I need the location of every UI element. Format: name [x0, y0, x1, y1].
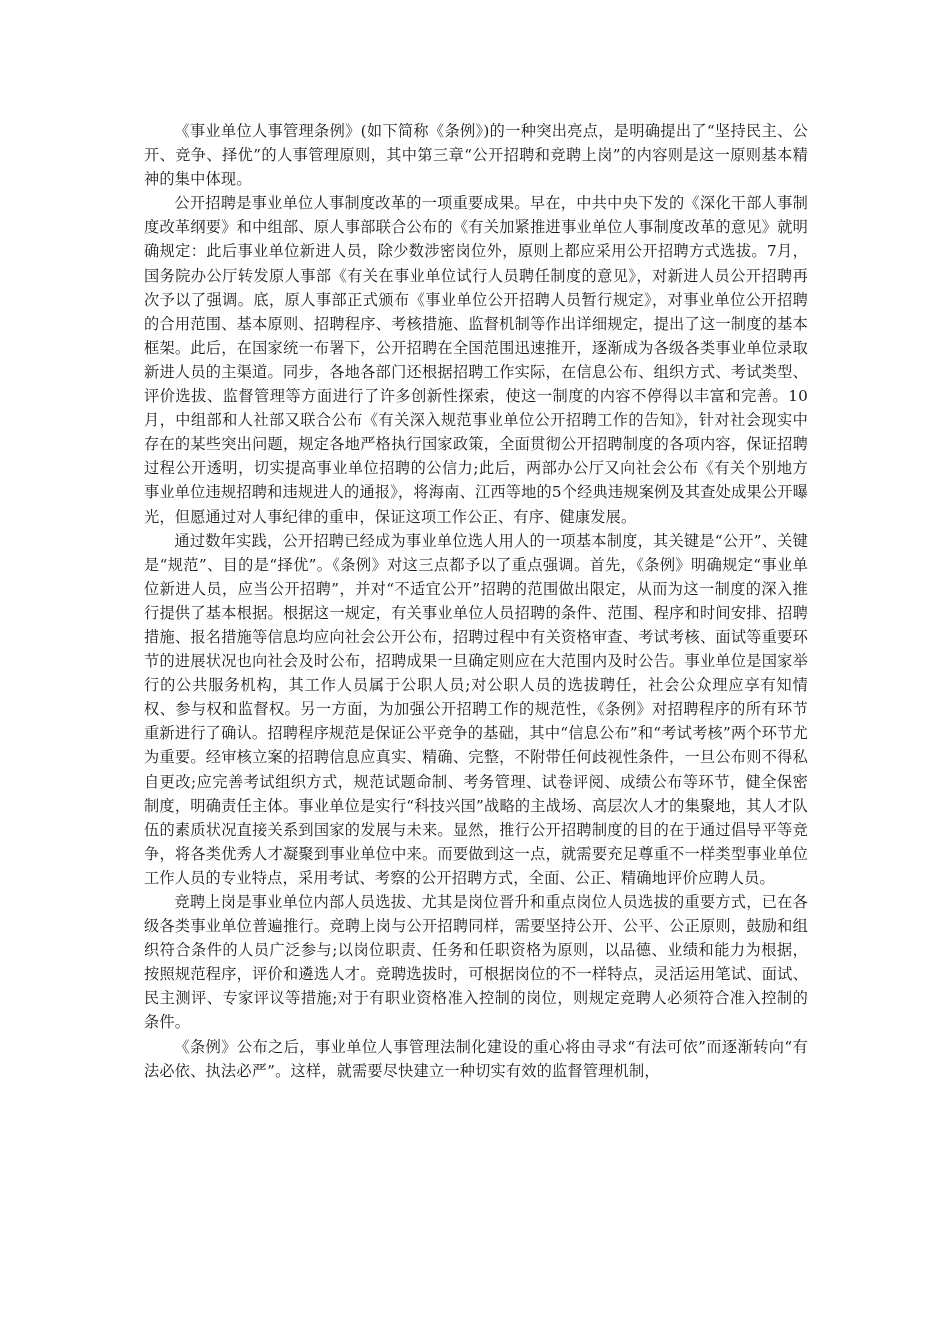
paragraph-competitive-promotion: 竞聘上岗是事业单位内部人员选拔、尤其是岗位晋升和重点岗位人员选拔的重要方式，已在各级各类事业单位普遍推行。竞聘上岗与公开招聘同样，需要坚持公开、公平、公正原则，鼓励和组织符合条件的人员广泛参与;以岗位职责、任务和任职资格为原则，以品德、业绩和能力为根据，按照规范程序，评价和遴选人才。竞聘选拔时，可根据岗位的不一样特点，灵活运用笔试、面试、民主测评、专家评议等措施;对于有职业资格准入控制的岗位，则规定竞聘人必须符合准入控制的条件。 [144, 893, 808, 1032]
document-body [144, 119, 808, 1083]
paragraph-open-recruitment-history: 公开招聘是事业单位人事制度改革的一项重要成果。早在，中共中央下发的《深化干部人事制度改革纲要》和中组部、原人事部联合公布的《有关加紧推进事业单位人事制度改革的意见》就明确规定：此后事业单位新进人员，除少数涉密岗位外，原则上都应采用公开招聘方式选拔。7月，国务院办公厅转发原人事部《有关在事业单位试行人员聘任制度的意见》，对新进人员公开招聘再次予以了强调。底，原人事部正式颁布《事业单位公开招聘人员暂行规定》，对事业单位公开招聘的合用范围、基本原则、招聘程序、考核措施、监督机制等作出详细规定，提出了这一制度的基本框架。此后，在国家统一布署下，公开招聘在全国范围迅速推开，逐渐成为各级各类事业单位录取新进人员的主渠道。同步，各地各部门还根据招聘工作实际，在信息公布、组织方式、考试类型、评价选拔、监督管理等方面进行了许多创新性探索，使这一制度的内容不停得以丰富和完善。10月，中组部和人社部又联合公布《有关深入规范事业单位公开招聘工作的告知》，针对社会现实中存在的某些突出问题，规定各地严格执行国家政策，全面贯彻公开招聘制度的各项内容，保证招聘过程公开透明，切实提高事业单位招聘的公信力;此后，两部办公厅又向社会公布《有关个别地方事业单位违规招聘和违规进人的通报》，将海南、江西等地的5个经典违规案例及其查处成果公开曝光，但愿通过对人事纪律的重申，保证这项工作公正、有序、健康发展。 [144, 194, 808, 526]
paragraph-supervision-mechanism: 《条例》公布之后，事业单位人事管理法制化建设的重心将由寻求“有法可依”而逐渐转向“有法必依、执法必严”。这样，就需要尽快建立一种切实有效的监督管理机制， [144, 1037, 808, 1080]
paragraph-open-recruitment-practice: 通过数年实践，公开招聘已经成为事业单位选人用人的一项基本制度，其关键是“公开”、关键是“规范”、目的是“择优”。《条例》对这三点都予以了重点强调。首先，《条例》明确规定“事业单位新进人员，应当公开招聘”，并对“不适宜公开”招聘的范围做出限定，从而为这一制度的深入推行提供了基本根据。根据这一规定，有关事业单位人员招聘的条件、范围、程序和时间安排、招聘措施、报名措施等信息均应向社会公开公布，招聘过程中有关资格审查、考试考核、面试等重要环节的进展状况也向社会及时公布，招聘成果一旦确定则应在大范围内及时公告。事业单位是国家举行的公共服务机构，其工作人员属于公职人员;对公职人员的选拔聘任，社会公众理应享有知情权、参与权和监督权。另一方面，为加强公开招聘工作的规范性，《条例》对招聘程序的所有环节重新进行了确认。招聘程序规范是保证公平竞争的基础，其中“信息公布”和“考试考核”两个环节尤为重要。经审核立案的招聘信息应真实、精确、完整，不附带任何歧视性条件，一旦公布则不得私自更改;应完善考试组织方式，规范试题命制、考务管理、试卷评阅、成绩公布等环节，健全保密制度，明确责任主体。事业单位是实行“科技兴国”战略的主战场、高层次人才的集聚地，其人才队伍的素质状况直接关系到国家的发展与未来。显然，推行公开招聘制度的目的在于通过倡导平等竞争，将各类优秀人才凝聚到事业单位中来。而要做到这一点，就需要充足尊重不一样类型事业单位工作人员的专业特点，采用考试、考察的公开招聘方式，全面、公正、精确地评价应聘人员。 [144, 531, 808, 887]
paragraph-regulation-intro: 《事业单位人事管理条例》(如下简称《条例》)的一种突出亮点，是明确提出了“坚持民主、公开、竞争、择优”的人事管理原则，其中第三章“公开招聘和竞聘上岗”的内容则是这一原则基本精神的集中体现。 [144, 122, 808, 189]
